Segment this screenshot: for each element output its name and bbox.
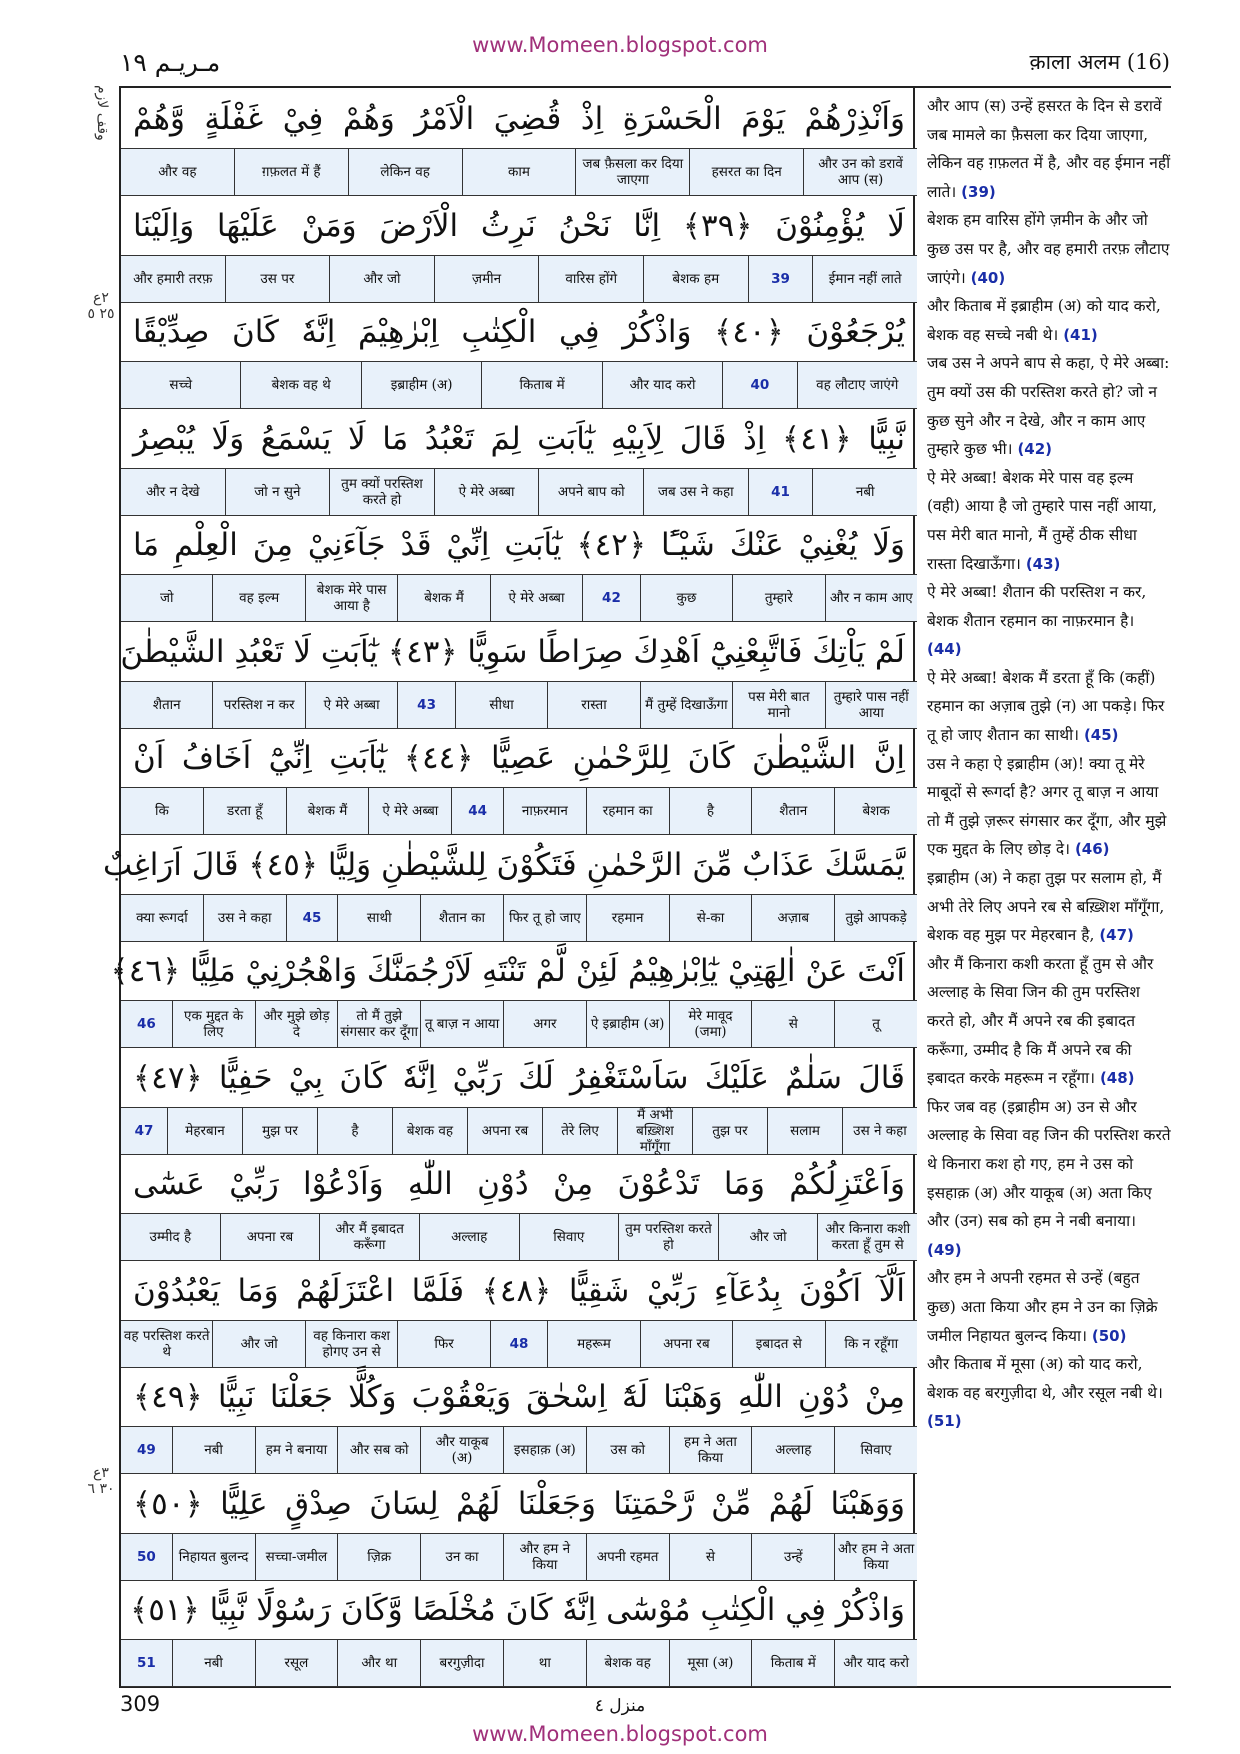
word-meaning-cell: उस पर — [225, 256, 330, 302]
ayah-number: (40) — [970, 268, 1006, 287]
word-meaning-cell: ज़मीन — [434, 256, 539, 302]
word-meaning-cell: बेशक वह — [586, 1640, 669, 1686]
word-meaning-cell: ग़फ़लत में हैं — [234, 149, 348, 195]
commentary-paragraph — [927, 92, 1171, 206]
word-translation-row — [121, 894, 917, 942]
word-meaning-cell: सलाम — [767, 1108, 842, 1154]
commentary-text: ऐ मेरे अब्बा! बेशक मैं डरता हूँ कि (कहीं) रहमान का अज़ाब तुझे (न) आ पकड़े। फिर तू हो जाए शैतान का साथी। — [927, 668, 1165, 745]
word-translation-row — [121, 1107, 917, 1155]
word-meaning-cell: पस मेरी बात मानो — [732, 682, 824, 728]
word-meaning-cell: डरता हूँ — [203, 788, 286, 834]
ayah-number-cell: 41 — [748, 469, 813, 515]
word-meaning-cell: सिवाए — [519, 1214, 619, 1260]
word-meaning-cell: महरूम — [547, 1321, 639, 1367]
arabic-verse-line: وَوَهَبْنَا لَهُمْ مِّنْ رَّحْمَتِنَا وَجَعَلْنَا لَهُمْ لِسَانَ صِدْقٍ عَلِيًّا ﴿٥٠﴾ — [133, 1485, 905, 1522]
word-meaning-cell: मैं अभी बख़्शिश माँगूँगा — [617, 1108, 692, 1154]
word-meaning-cell: तो मैं तुझे संगसार कर दूँगा — [337, 1001, 420, 1047]
ayah-number-cell: 50 — [136, 1548, 156, 1565]
word-meaning-cell: और हम ने अता किया — [834, 1534, 917, 1580]
word-meaning-cell: ईमान नहीं लाते — [812, 256, 917, 302]
word-meaning-cell: अपना रब — [467, 1108, 542, 1154]
commentary-paragraph — [927, 349, 1171, 463]
word-meaning-cell: जब फ़ैसला कर दिया जाएगा — [575, 149, 689, 195]
word-meaning-cell: मूसा (अ) — [669, 1640, 752, 1686]
ayah-number: (51) — [927, 1412, 962, 1431]
page-frame — [103, 86, 1171, 1688]
word-meaning-cell: और याद करो — [834, 1640, 917, 1686]
page-number: 309 — [120, 1692, 161, 1716]
ayah-number-cell: 44 — [451, 788, 503, 834]
commentary-text: उस ने कहा ऐ इब्राहीम (अ)! क्या तू मेरे माबूदों से रूगर्दा है? अगर तू बाज़ न आया तो मैं तुझे ज़रूर संगसार कर दूँगा, और मुझे एक मुद्दत के लिए छोड़ दे। — [927, 754, 1167, 859]
word-translation-row — [121, 1000, 917, 1048]
commentary-text: और किताब में मूसा (अ) को याद करो, बेशक वह बरगुज़ीदा थे, और रसूल नबी थे। — [927, 1355, 1163, 1402]
commentary-text: और किताब में इब्राहीम (अ) को याद करो, बेशक वह सच्चे नबी थे। — [927, 297, 1161, 344]
word-meaning-cell: उस ने कहा — [842, 1108, 917, 1154]
word-meaning-cell: तुम परस्तिश करते हो — [618, 1214, 718, 1260]
word-meaning-cell: हसरत का दिन — [689, 149, 803, 195]
word-meaning-cell: अल्लाह — [751, 1427, 834, 1473]
ayah-number: (45) — [1083, 726, 1119, 745]
word-meaning-cell: ऐ मेरे अब्बा — [434, 469, 539, 515]
word-meaning-cell: कि — [154, 803, 169, 819]
word-meaning-cell: सिवाए — [834, 1427, 917, 1473]
word-translation-row — [121, 1533, 917, 1581]
word-meaning-cell: मुझ पर — [242, 1108, 317, 1154]
word-meaning-cell: कुछ — [640, 575, 732, 621]
arabic-verse-line: وَلَا يُغْنِيْ عَنْكَ شَيْـًٔا ﴿٤٢﴾ يٰٓاَبَتِ اِنِّيْ قَدْ جَآءَنِيْ مِنَ الْعِلْمِ مَا — [133, 527, 906, 563]
arabic-verse-line: وَاَنْذِرْهُمْ يَوْمَ الْحَسْرَةِ اِذْ قُضِيَ الْاَمْرُ وَهُمْ فِيْ غَفْلَةٍ وَّهُمْ — [133, 101, 905, 137]
word-meaning-cell: काम — [462, 149, 576, 195]
word-translation-row — [121, 1426, 917, 1474]
word-meaning-cell: और मुझे छोड़ दे — [255, 1001, 338, 1047]
arabic-verse-line: وَاذْكُرْ فِي الْكِتٰبِ مُوْسٰٓى اِنَّهٗ كَانَ مُخْلَصًا وَّكَانَ رَسُوْلًا نَّبِيًّا ﴿٥١﴾ — [130, 1592, 905, 1628]
word-translation-row — [121, 361, 917, 409]
word-translation-row — [121, 574, 917, 622]
word-meaning-cell: और न देखे — [145, 483, 200, 500]
word-meaning-cell: वह परस्तिश करते थे — [123, 1327, 210, 1360]
word-meaning-cell: अपना रब — [220, 1214, 320, 1260]
arabic-verse-line: لَمْ يَاْتِكَ فَاتَّبِعْنِيْٓ اَهْدِكَ صِرَاطًا سَوِيًّا ﴿٤٣﴾ يٰٓاَبَتِ لَا تَعْبُدِ الشَّيْطٰنَ — [120, 633, 905, 670]
ayah-number-cell: 48 — [490, 1321, 547, 1367]
ayah-number: (41) — [1063, 325, 1098, 344]
website-url-bottom[interactable]: www.Momeen.blogspot.com — [472, 1722, 768, 1746]
word-meaning-cell: वारिस होंगे — [538, 256, 643, 302]
arabic-verse-line: اَلَّآ اَكُوْنَ بِدُعَآءِ رَبِّيْ شَقِيًّا ﴿٤٨﴾ فَلَمَّا اعْتَزَلَهُمْ وَمَا يَعْبُدُوْنَ — [133, 1272, 905, 1309]
ayah-number-cell: 49 — [136, 1442, 156, 1458]
ayah-number: (42) — [1017, 440, 1053, 459]
word-meaning-cell: और हमारी तरफ़ — [133, 270, 213, 287]
ayah-number: (44) — [927, 640, 962, 659]
word-meaning-cell: मेरे मावूद (जमा) — [669, 1001, 752, 1047]
word-meaning-cell: और उन को डरावें आप (स) — [803, 149, 917, 195]
word-meaning-cell: किताब में — [481, 362, 601, 408]
word-meaning-cell: अपने बाप को — [538, 469, 643, 515]
commentary-text: इब्राहीम (अ) ने कहा तुझ पर सलाम हो, मैं अभी तेरे लिए अपने रब से बख़्शिश माँगूँगा, बेशक वह मुझ पर मेहरबान है, — [927, 869, 1165, 945]
word-meaning-cell: अगर — [503, 1001, 586, 1047]
ayah-number-cell: 47 — [134, 1122, 154, 1139]
word-meaning-cell: शैतान का — [420, 895, 503, 941]
word-meaning-cell: शैतान — [751, 788, 834, 834]
word-meaning-cell: और याकूब (अ) — [420, 1427, 503, 1473]
commentary-text: फिर जब वह (इब्राहीम अ) उन से और अल्लाह के सिवा वह जिन की परस्तिश करते थे किनारा कश हो गए, हम ने उस को इसहाक़ (अ) और याकूब (अ) अता किए और (उन) सब को हम ने नबी बनाया। — [927, 1097, 1171, 1231]
word-meaning-cell: साथी — [337, 895, 420, 941]
word-meaning-cell: हम ने अता किया — [669, 1427, 752, 1473]
commentary-paragraph — [927, 292, 1171, 349]
word-meaning-cell: उन का — [420, 1534, 503, 1580]
word-translation-row — [121, 1320, 917, 1368]
word-meaning-cell: मैं तुम्हें दिखाऊँगा — [640, 682, 732, 728]
arabic-verse-line: يَّمَسَّكَ عَذَابٌ مِّنَ الرَّحْمٰنِ فَتَكُوْنَ لِلشَّيْطٰنِ وَلِيًّا ﴿٤٥﴾ قَالَ اَرَاغِبٌ — [103, 846, 905, 883]
ayah-number-cell: 45 — [286, 895, 338, 941]
website-url-top[interactable]: www.Momeen.blogspot.com — [472, 33, 768, 57]
word-meaning-cell: वह किनारा कश होगए उन से — [305, 1321, 397, 1367]
commentary-text: और मैं किनारा कशी करता हूँ तुम से और अल्लाह के सिवा जिन की तुम परस्तिश करते हो, और मैं अपने रब की इबादत करूँगा, उम्मीद है कि मैं अपने रब की इबादत करके महरूम न रहूँगा। — [927, 954, 1154, 1088]
commentary-column — [927, 92, 1171, 1436]
word-meaning-cell: ऐ इब्राहीम (अ) — [586, 1001, 669, 1047]
word-meaning-cell: और न काम आए — [825, 575, 917, 621]
commentary-text: ऐ मेरे अब्बा! शैतान की परस्तिश न कर, बेशक शैतान रहमान का नाफ़रमान है। — [927, 583, 1147, 630]
ayah-number-cell: 43 — [397, 682, 454, 728]
word-meaning-cell: नबी — [812, 469, 917, 515]
ruku-mark-1: ٢ع ٢٥ ٥ — [87, 290, 115, 322]
arabic-verse-line: مِنْ دُوْنِ اللّٰهِ وَهَبْنَا لَهٗٓ اِسْحٰقَ وَيَعْقُوْبَ وَكُلًّا جَعَلْنَا نَبِيًّا ﴿٤٩﴾ — [133, 1379, 905, 1415]
word-meaning-cell: जो — [159, 590, 174, 606]
word-meaning-cell: सीधा — [455, 682, 547, 728]
word-meaning-cell: बरगुज़ीदा — [420, 1640, 503, 1686]
word-meaning-cell: ऐ मेरे अब्बा — [305, 682, 397, 728]
word-meaning-cell: बेशक मेरे पास आया है — [305, 575, 397, 621]
word-translation-row — [121, 1213, 917, 1261]
word-meaning-cell: क्या रूगर्दा — [136, 909, 188, 926]
word-meaning-cell: रहमान का — [586, 788, 669, 834]
ayah-number-cell: 42 — [582, 575, 639, 621]
word-meaning-cell: और मैं इबादत करूँगा — [319, 1214, 419, 1260]
arabic-verse-line: نَّبِيًّا ﴿٤١﴾ اِذْ قَالَ لِاَبِيْهِ يٰٓاَبَتِ لِمَ تَعْبُدُ مَا لَا يَسْمَعُ وَلَا يُبْصِرُ — [133, 420, 905, 457]
word-meaning-cell: से — [751, 1001, 834, 1047]
word-meaning-cell: इबादत से — [732, 1321, 824, 1367]
ayah-number-cell: 51 — [136, 1655, 156, 1671]
commentary-text: बेशक हम वारिस होंगे ज़मीन के और जो कुछ उस पर है, और वह हमारी तरफ़ लौटाए जाएंगे। — [927, 211, 1170, 287]
commentary-text: और हम ने अपनी रहमत से उन्हें (बहुत कुछ) अता किया और हम ने उन का ज़िक्रे जमील निहायत बुलन्द किया। — [927, 1269, 1158, 1345]
arabic-verse-line: لَا يُؤْمِنُوْنَ ﴿٣٩﴾ اِنَّا نَحْنُ نَرِثُ الْاَرْضَ وَمَنْ عَلَيْهَا وَاِلَيْنَا — [133, 207, 905, 244]
word-meaning-cell: बेशक वह — [392, 1108, 467, 1154]
word-meaning-cell: तुम्हारे पास नहीं आया — [825, 682, 917, 728]
word-meaning-cell: अपना रब — [640, 1321, 732, 1367]
word-meaning-cell: अपनी रहमत — [586, 1534, 669, 1580]
word-meaning-cell: तुझ पर — [692, 1108, 767, 1154]
word-meaning-cell: तू बाज़ न आया — [420, 1001, 503, 1047]
arabic-verse-line: يُرْجَعُوْنَ ﴿٤٠﴾ وَاذْكُرْ فِي الْكِتٰبِ اِبْرٰهِيْمَ اِنَّهٗ كَانَ صِدِّيْقًا — [133, 314, 905, 350]
arabic-verse-line: وَاَعْتَزِلُكُمْ وَمَا تَدْعُوْنَ مِنْ دُوْنِ اللّٰهِ وَاَدْعُوْا رَبِّيْ عَسٰٓى — [133, 1166, 905, 1202]
word-meaning-cell: बेशक — [834, 788, 917, 834]
word-meaning-cell: और याद करो — [602, 362, 722, 408]
ayah-number: (47) — [1099, 926, 1134, 945]
word-meaning-cell: बेशक मैं — [397, 575, 489, 621]
word-meaning-cell: उम्मीद है — [149, 1229, 192, 1245]
commentary-paragraph — [927, 578, 1171, 664]
word-meaning-cell: सच्चा-जमील — [255, 1534, 338, 1580]
word-meaning-cell: परस्तिश न कर — [212, 682, 304, 728]
commentary-paragraph — [927, 864, 1171, 950]
commentary-text: जब उस ने अपने बाप से कहा, ऐ मेरे अब्बा: तुम क्यों उस की परस्तिश करते हो? जो न कुछ सुने और न देखे, और न काम आए तुम्हारे कुछ भी। — [927, 354, 1170, 459]
word-meaning-cell: था — [503, 1640, 586, 1686]
word-translation-row — [121, 468, 917, 516]
commentary-paragraph — [927, 1264, 1171, 1350]
word-meaning-cell: रहमान — [586, 895, 669, 941]
waqf-mark: وقف لازم — [94, 85, 110, 141]
word-meaning-cell: बेशक मैं — [286, 788, 369, 834]
word-meaning-cell: किताब में — [751, 1640, 834, 1686]
ayah-number-cell: 39 — [748, 256, 813, 302]
commentary-paragraph — [927, 206, 1171, 292]
word-translation-row — [121, 787, 917, 835]
word-meaning-cell: और सब को — [337, 1427, 420, 1473]
word-meaning-cell: उन्हें — [751, 1534, 834, 1580]
word-meaning-cell: मेहरबान — [167, 1108, 242, 1154]
arabic-verse-line: اِنَّ الشَّيْطٰنَ كَانَ لِلرَّحْمٰنِ عَصِيًّا ﴿٤٤﴾ يٰٓاَبَتِ اِنِّيْٓ اَخَافُ اَنْ — [133, 740, 905, 776]
word-meaning-cell: और हम ने किया — [503, 1534, 586, 1580]
ruku-mark-2: ٣ع ٣٠ ٦ — [87, 1465, 115, 1497]
ayah-number: (48) — [1099, 1069, 1135, 1088]
word-meaning-cell: सच्चे — [169, 377, 193, 393]
para-name: क़ाला अलम (16) — [1029, 50, 1170, 74]
word-meaning-cell: और वह — [158, 164, 197, 180]
word-meaning-cell: रसूल — [255, 1640, 338, 1686]
ayah-number: (49) — [927, 1240, 962, 1259]
word-translation-row — [121, 255, 917, 303]
commentary-paragraph — [927, 464, 1171, 578]
word-meaning-cell: वह इल्म — [212, 575, 304, 621]
word-meaning-cell: शैतान — [152, 696, 181, 713]
word-meaning-cell: से-का — [669, 895, 752, 941]
ayah-number-cell: 40 — [722, 362, 796, 408]
word-meaning-cell: फिर तू हो जाए — [503, 895, 586, 941]
word-meaning-cell: कि न रहूँगा — [825, 1321, 917, 1367]
word-translation-row — [121, 681, 917, 729]
arabic-verse-line: قَالَ سَلٰمٌ عَلَيْكَ سَاَسْتَغْفِرُ لَكَ رَبِّيْ اِنَّهٗ كَانَ بِيْ حَفِيًّا ﴿٤٧﴾ — [133, 1059, 905, 1096]
manzil-label: منزل ٤ — [594, 1696, 646, 1716]
word-meaning-cell: इब्राहीम (अ) — [361, 362, 481, 408]
word-meaning-cell: रास्ता — [547, 682, 639, 728]
word-meaning-cell: एक मुद्दत के लिए — [172, 1001, 255, 1047]
word-meaning-cell: निहायत बुलन्द — [172, 1534, 255, 1580]
word-meaning-cell: बेशक वह थे — [240, 362, 360, 408]
word-meaning-cell: उस ने कहा — [203, 895, 286, 941]
ayah-number-cell: 46 — [136, 1016, 156, 1032]
word-meaning-cell: इसहाक़ (अ) — [503, 1427, 586, 1473]
word-meaning-cell: ज़िक्र — [337, 1534, 420, 1580]
word-meaning-cell: और जो — [329, 256, 434, 302]
word-meaning-cell: तू — [834, 1001, 917, 1047]
commentary-paragraph — [927, 1350, 1171, 1436]
ayah-number: (39) — [961, 182, 996, 201]
commentary-paragraph — [927, 1093, 1171, 1265]
commentary-text: और आप (स) उन्हें हसरत के दिन से डरावें जब मामले का फ़ैसला कर दिया जाएगा, लेकिन वह ग़फ़लत में है, और वह ईमान नहीं लाते। — [927, 97, 1171, 201]
word-meaning-cell: तुम्हारे — [732, 575, 824, 621]
word-translation-row — [121, 148, 917, 196]
word-meaning-cell: वह लौटाए जाएंगे — [797, 362, 917, 408]
arabic-verse-line: اَنْتَ عَنْ اٰلِهَتِيْ يٰٓاِبْرٰهِيْمُ لَئِنْ لَّمْ تَنْتَهِ لَاَرْجُمَنَّكَ وَاهْجُرْنِيْ مَلِيًّا ﴿٤٦﴾ — [110, 953, 905, 989]
word-meaning-cell: तुझे आपकड़े — [834, 895, 917, 941]
word-meaning-cell: ऐ मेरे अब्बा — [368, 788, 451, 834]
commentary-text: ऐ मेरे अब्बा! बेशक मेरे पास वह इल्म (वही) आया है जो तुम्हारे पास नहीं आया, पस मेरी बात मानो, मैं तुम्हें ठीक सीधा रास्ता दिखाऊँगा। — [927, 468, 1158, 573]
commentary-paragraph — [927, 664, 1171, 750]
commentary-paragraph — [927, 950, 1171, 1093]
word-meaning-cell: नबी — [172, 1427, 255, 1473]
word-meaning-cell: तेरे लिए — [542, 1108, 617, 1154]
word-meaning-cell: हम ने बनाया — [255, 1427, 338, 1473]
surah-name: مـريـم ١٩ — [120, 48, 221, 77]
word-meaning-cell: और जो — [718, 1214, 818, 1260]
word-meaning-cell: और किनारा कशी करता हूँ तुम से — [817, 1214, 917, 1260]
word-meaning-cell: बेशक हम — [643, 256, 748, 302]
word-meaning-cell: जो न सुने — [225, 469, 330, 515]
word-meaning-cell: और जो — [212, 1321, 304, 1367]
word-meaning-cell: उस को — [586, 1427, 669, 1473]
ayah-number: (43) — [1025, 554, 1061, 573]
commentary-paragraph — [927, 750, 1171, 864]
word-meaning-cell: ऐ मेरे अब्बा — [490, 575, 582, 621]
word-meaning-cell: जब उस ने कहा — [643, 469, 748, 515]
translation-table — [103, 88, 915, 1686]
word-meaning-cell: और था — [337, 1640, 420, 1686]
word-translation-row — [121, 1639, 917, 1687]
word-meaning-cell: फिर — [397, 1321, 489, 1367]
word-meaning-cell: अज़ाब — [751, 895, 834, 941]
word-meaning-cell: है — [669, 788, 752, 834]
word-meaning-cell: नाफ़रमान — [503, 788, 586, 834]
word-meaning-cell: तुम क्यों परस्तिश करते हो — [329, 469, 434, 515]
word-meaning-cell: से — [669, 1534, 752, 1580]
ayah-number: (46) — [1074, 840, 1110, 859]
word-meaning-cell: नबी — [172, 1640, 255, 1686]
word-meaning-cell: है — [317, 1108, 392, 1154]
ayah-number: (50) — [1091, 1326, 1127, 1345]
word-meaning-cell: लेकिन वह — [348, 149, 462, 195]
word-meaning-cell: अल्लाह — [419, 1214, 519, 1260]
